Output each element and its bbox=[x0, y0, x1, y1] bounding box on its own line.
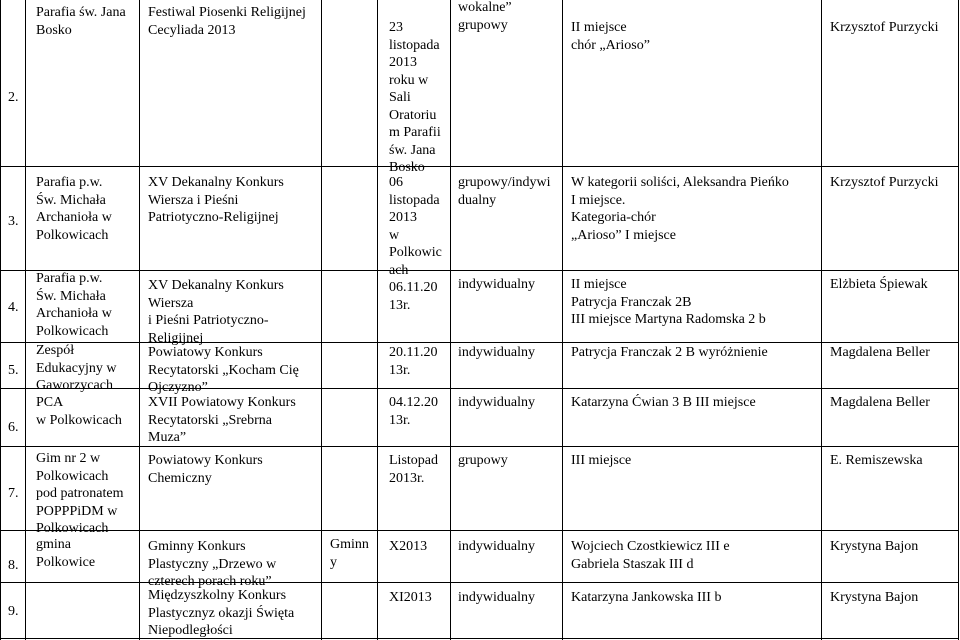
result-cell: Wojciech Czostkiewicz III e Gabriela Staszak III d bbox=[571, 539, 730, 572]
organizer-cell: Gim nr 2 w Polkowicach pod patronatem POPPPiDM w Polkowicach bbox=[36, 451, 124, 536]
date-cell: 04.12.20 13r. bbox=[389, 395, 438, 428]
place-cell: Gminn y bbox=[330, 537, 369, 570]
event-cell: Międzyszkolny Konkurs Plastycznyz okazji Święta Niepodległości bbox=[148, 588, 295, 638]
date-cell: 23 listopada 2013 roku w Sali Oratoriu m Parafii św. Jana Bosko bbox=[389, 20, 441, 175]
teacher-cell: Krzysztof Purzycki bbox=[830, 20, 939, 35]
type-cell: indywidualny bbox=[458, 539, 535, 554]
result-cell: II miejsce chór „Arioso” bbox=[571, 20, 650, 53]
type-cell: indywidualny bbox=[458, 395, 535, 410]
row-number: 6. bbox=[8, 420, 19, 435]
teacher-cell: Krystyna Bajon bbox=[830, 590, 919, 605]
result-cell: Patrycja Franczak 2 B wyróżnienie bbox=[571, 345, 768, 360]
row-number: 7. bbox=[8, 486, 19, 501]
organizer-cell: Parafia p.w. Św. Michała Archanioła w Polkowicach bbox=[36, 175, 112, 243]
organizer-cell: PCA w Polkowicach bbox=[36, 395, 122, 428]
type-cell: grupowy bbox=[458, 453, 508, 468]
type-cell: wokalne” grupowy bbox=[458, 0, 512, 33]
organizer-cell: gmina Polkowice bbox=[36, 537, 96, 570]
teacher-cell: Magdalena Beller bbox=[830, 345, 930, 360]
row-number: 5. bbox=[8, 363, 19, 378]
type-cell: indywidualny bbox=[458, 277, 535, 292]
teacher-cell: Krystyna Bajon bbox=[830, 539, 919, 554]
organizer-cell: Parafia św. Jana Bosko bbox=[36, 5, 126, 38]
date-cell: 06.11.20 13r. bbox=[389, 280, 438, 313]
event-cell: Powiatowy Konkurs Chemiczny bbox=[148, 453, 263, 486]
result-cell: Katarzyna Jankowska III b bbox=[571, 590, 722, 605]
organizer-cell: Parafia p.w. Św. Michała Archanioła w Polkowicach bbox=[36, 271, 112, 339]
teacher-cell: Krzysztof Purzycki bbox=[830, 175, 939, 190]
event-cell: XVII Powiatowy Konkurs Recytatorski „Srebrna Muza” bbox=[148, 395, 296, 445]
row-number: 2. bbox=[8, 90, 19, 105]
date-cell: X2013 bbox=[389, 539, 428, 554]
type-cell: indywidualny bbox=[458, 590, 535, 605]
event-cell: Powiatowy Konkurs Recytatorski „Kocham Cię Ojczyzno” bbox=[148, 345, 299, 395]
organizer-cell: Zespół Edukacyjny w Gaworzycach bbox=[36, 343, 117, 393]
event-cell: Gminny Konkurs Plastyczny „Drzewo w czterech porach roku” bbox=[148, 539, 277, 589]
row-number: 9. bbox=[8, 604, 19, 619]
teacher-cell: E. Remiszewska bbox=[830, 453, 923, 468]
date-cell: 20.11.20 13r. bbox=[389, 345, 438, 378]
row-number: 3. bbox=[8, 214, 19, 229]
teacher-cell: Magdalena Beller bbox=[830, 395, 930, 410]
result-cell: III miejsce bbox=[571, 453, 632, 468]
date-cell: 06 listopada 2013 w Polkowic ach bbox=[389, 175, 442, 278]
date-cell: Listopad 2013r. bbox=[389, 453, 438, 486]
event-cell: XV Dekanalny Konkurs Wiersza i Pieśni Patriotyczno-Religijnej bbox=[148, 175, 284, 225]
result-cell: II miejsce Patrycja Franczak 2B III miejsce Martyna Radomska 2 b bbox=[571, 277, 766, 327]
result-cell: Katarzyna Ćwian 3 B III miejsce bbox=[571, 395, 756, 410]
event-cell: XV Dekanalny Konkurs Wiersza i Pieśni Patriotyczno- Religijnej bbox=[148, 278, 284, 346]
teacher-cell: Elżbieta Śpiewak bbox=[830, 277, 928, 292]
row-number: 4. bbox=[8, 300, 19, 315]
event-cell: Festiwal Piosenki Religijnej Cecyliada 2013 bbox=[148, 5, 306, 38]
date-cell: XI2013 bbox=[389, 590, 432, 605]
type-cell: grupowy/indywi dualny bbox=[458, 175, 551, 208]
row-number: 8. bbox=[8, 558, 19, 573]
type-cell: indywidualny bbox=[458, 345, 535, 360]
result-cell: W kategorii soliści, Aleksandra Pieńko I miejsce. Kategoria-chór „Arioso” I miejsce bbox=[571, 175, 789, 243]
